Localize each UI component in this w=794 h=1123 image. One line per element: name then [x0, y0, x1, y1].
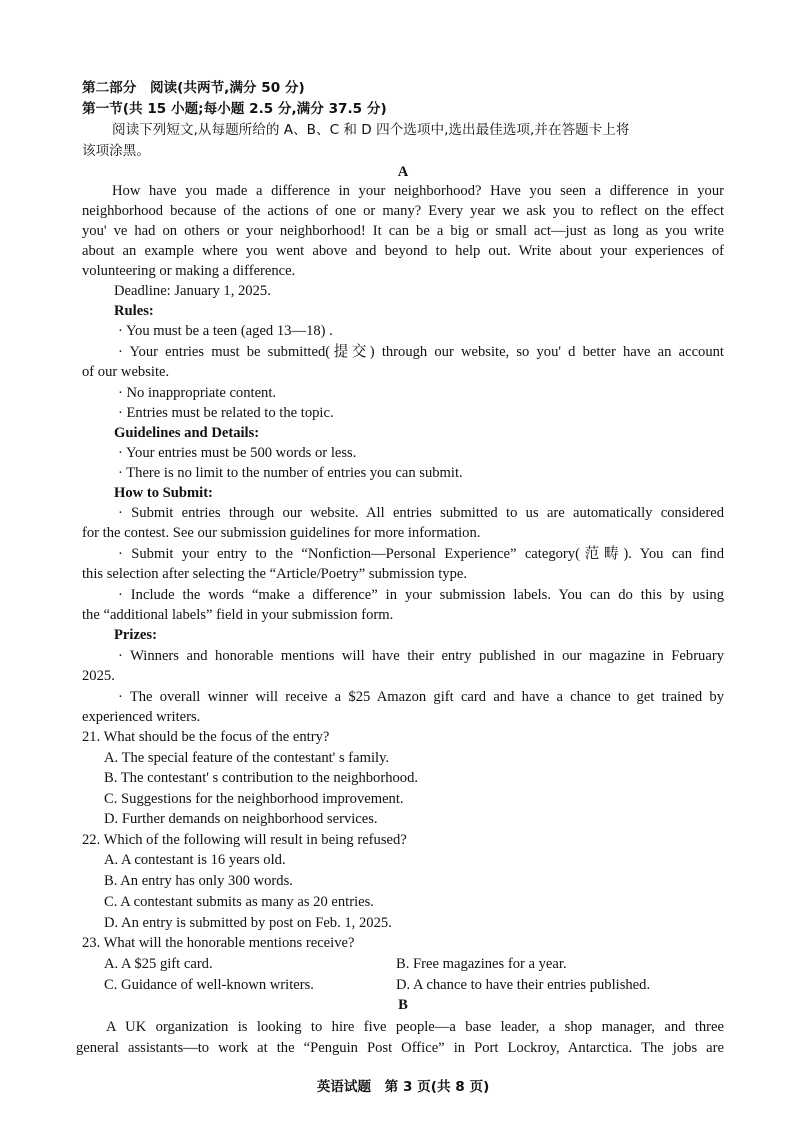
question-21-option-b: B. The contestant' s contribution to the neighborhood. — [104, 770, 419, 786]
rule-item: · Your entries must be submitted(提交) through our website, so you' d better have an account — [118, 344, 724, 360]
question-23-stem: 23. What will the honorable mentions receive? — [82, 935, 355, 951]
submit-heading: How to Submit: — [114, 485, 213, 501]
page-footer: 英语试题 第 3 页(共 8 页) — [316, 1079, 490, 1095]
prize-item: · Winners and honorable mentions will have their entry published in our magazine in February — [118, 648, 724, 664]
passage-a-intro-line: about an example where you went above and beyond to help out. Write about your experiences of — [82, 243, 724, 259]
question-23-option-c: C. Guidance of well-known writers. — [104, 977, 314, 993]
prize-item-continued: 2025. — [82, 668, 115, 684]
section-heading: 第二部分 阅读(共两节,满分 50 分) — [82, 80, 305, 96]
submit-item-continued: the “additional labels” field in your submission form. — [82, 607, 394, 623]
rule-item-continued: of our website. — [82, 364, 170, 380]
instruction-line-1: 阅读下列短文,从每题所给的 A、B、C 和 D 四个选项中,选出最佳选项,并在答题卡上将 — [112, 122, 630, 138]
question-22-stem: 22. Which of the following will result in being refused? — [82, 832, 407, 848]
guideline-item: · There is no limit to the number of entries you can submit. — [118, 465, 463, 481]
rules-heading: Rules: — [114, 303, 154, 319]
deadline: Deadline: January 1, 2025. — [114, 283, 271, 299]
submit-item: · Submit entries through our website. All entries submitted to us are automatically considered — [118, 505, 724, 521]
passage-a-intro-line: How have you made a difference in your neighborhood? Have you seen a difference in your — [112, 183, 724, 199]
rule-item: · You must be a teen (aged 13—18) . — [118, 323, 333, 339]
passage-b-line: A UK organization is looking to hire five people—a base leader, a shop manager, and three — [106, 1019, 724, 1035]
question-22-option-b: B. An entry has only 300 words. — [104, 873, 293, 889]
passage-b-line: general assistants—to work at the “Penguin Post Office” in Port Lockroy, Antarctica. The jobs are — [76, 1040, 724, 1056]
submit-item: · Include the words “make a difference” in your submission labels. You can do this by using — [118, 587, 724, 603]
rule-item: · Entries must be related to the topic. — [118, 405, 334, 421]
question-21-option-a: A. The special feature of the contestant' s family. — [104, 750, 390, 766]
question-21-option-c: C. Suggestions for the neighborhood improvement. — [104, 791, 404, 807]
question-22-option-d: D. An entry is submitted by post on Feb. 1, 2025. — [104, 915, 392, 931]
instruction-line-2: 该项涂黑。 — [82, 143, 150, 159]
passage-a-intro-line: neighborhood because of the actions of one or many? Every year we ask you to reflect on the effect — [82, 203, 724, 219]
section-subheading: 第一节(共 15 小题;每小题 2.5 分,满分 37.5 分) — [82, 101, 387, 117]
question-22-option-a: A. A contestant is 16 years old. — [104, 852, 286, 868]
prize-item-continued: experienced writers. — [82, 709, 201, 725]
submit-item-continued: for the contest. See our submission guidelines for more information. — [82, 525, 481, 541]
question-23-option-d: D. A chance to have their entries published. — [396, 977, 651, 993]
guideline-item: · Your entries must be 500 words or less. — [118, 445, 357, 461]
guidelines-heading: Guidelines and Details: — [114, 425, 260, 441]
question-21-option-d: D. Further demands on neighborhood services. — [104, 811, 378, 827]
submit-item-continued: this selection after selecting the “Article/Poetry” submission type. — [82, 566, 468, 582]
passage-a-intro-line: volunteering or making a difference. — [82, 263, 296, 279]
rule-item: · No inappropriate content. — [118, 385, 277, 401]
passage-b-label: B — [398, 997, 408, 1013]
prize-item: · The overall winner will receive a $25 Amazon gift card and have a chance to get trained by — [118, 689, 724, 705]
passage-a-intro-line: you' ve had on others or your neighborhood! It can be a big or small act—just as long as you write — [82, 223, 724, 239]
question-23-option-a: A. A $25 gift card. — [104, 956, 213, 972]
question-23-option-b: B. Free magazines for a year. — [396, 956, 567, 972]
question-22-option-c: C. A contestant submits as many as 20 entries. — [104, 894, 374, 910]
passage-a-label: A — [397, 164, 409, 180]
prizes-heading: Prizes: — [114, 627, 157, 643]
question-21-stem: 21. What should be the focus of the entry? — [82, 729, 330, 745]
submit-item: · Submit your entry to the “Nonfiction—Personal Experience” category(范畴). You can find — [118, 546, 724, 562]
